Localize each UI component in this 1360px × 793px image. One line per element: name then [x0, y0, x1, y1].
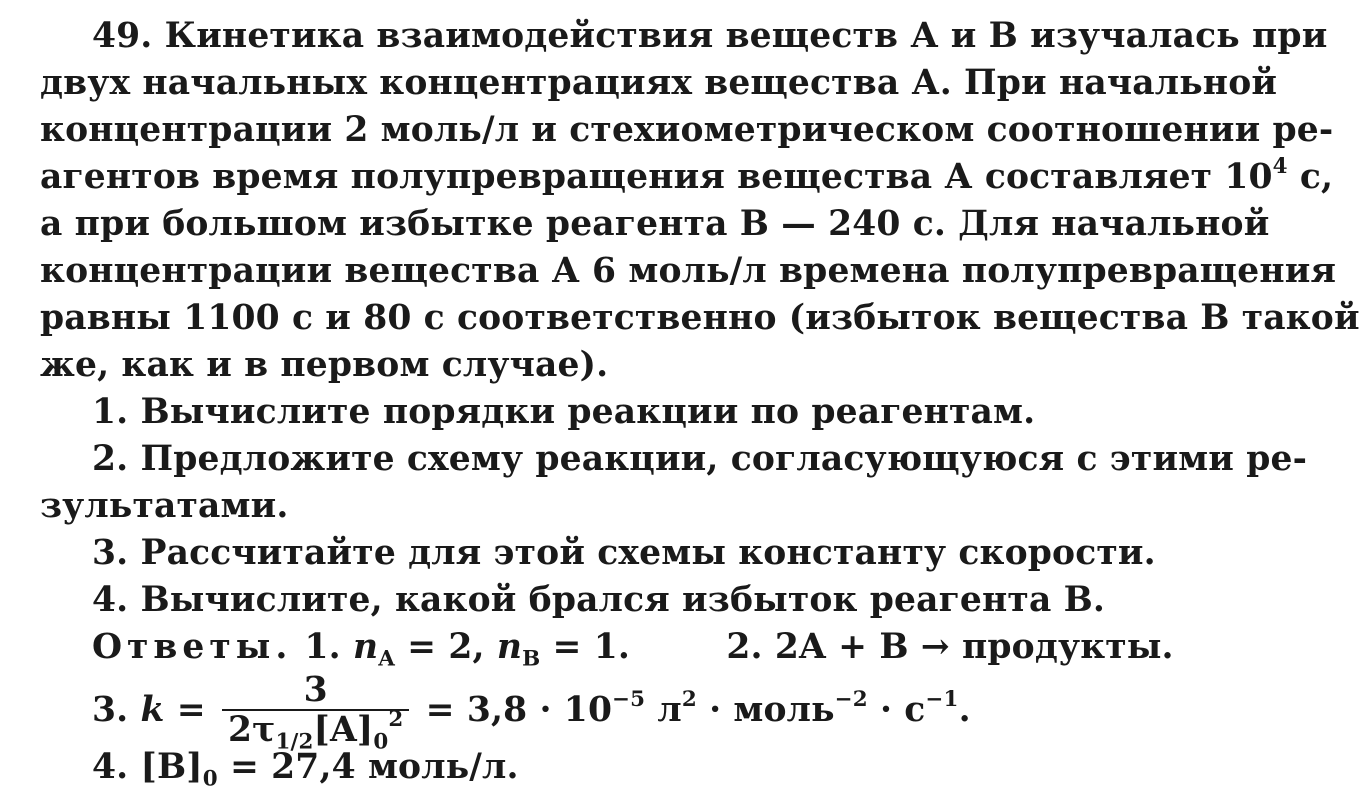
answers-label: Ответы. — [92, 627, 293, 667]
k-symbol: k — [140, 690, 165, 730]
exponent: −5 — [612, 687, 646, 713]
fraction-numerator: 3 — [303, 669, 328, 710]
problem-text: с, — [1299, 157, 1334, 197]
question-3: 3. Рассчитайте для этой схемы константу скорости. — [92, 533, 1156, 573]
problem-line-8: же, как и в первом случае). — [40, 345, 609, 385]
unit-sup: −1 — [925, 687, 959, 713]
answer-4-prefix: 4. [B] — [92, 747, 203, 787]
nA-value: = 2, — [407, 627, 485, 667]
den-sup: 2 — [388, 706, 404, 732]
nA-sub: A — [378, 646, 395, 672]
answer-4-value: = 27,4 моль/л. — [229, 747, 519, 787]
answers-line-3 — [92, 744, 1212, 790]
nB-sub: B — [522, 646, 541, 672]
problem-line-3: концентрации 2 моль/л и стехиометрическом соотношении ре- — [40, 110, 1334, 150]
fraction-denominator — [222, 706, 409, 754]
problem-line-4 — [40, 154, 1334, 200]
den-sub: 1/2 — [275, 728, 314, 754]
answer-3-value: = 3,8 · 10 — [425, 690, 613, 730]
problem-line-2: двух начальных концентрациях вещества А. При начальной — [40, 63, 1278, 103]
question-4: 4. Вычислите, какой брался избыток реагента В. — [92, 580, 1106, 620]
problem-line-5: а при большом избытке реагента В — 240 с. Для начальной — [40, 204, 1270, 244]
nB-symbol: n — [496, 627, 523, 667]
unit: · с — [879, 690, 926, 730]
unit: · моль — [709, 690, 835, 730]
period: . — [958, 690, 971, 730]
b0-sub: 0 — [202, 766, 218, 792]
den-part: 2τ — [227, 709, 276, 750]
unit-sup: 2 — [681, 687, 697, 713]
answer-1-prefix: 1. — [304, 627, 341, 667]
unit: л — [657, 690, 682, 730]
problem-line-7: равны 1100 с и 80 с соответственно (избыток вещества В такой — [40, 298, 1360, 338]
problem-line-1 — [92, 13, 1328, 59]
question-2-cont: зультатами. — [40, 486, 289, 526]
problem-number: 49. — [92, 16, 153, 56]
answers-line-2 — [92, 669, 1212, 754]
question-1: 1. Вычислите порядки реакции по реагентам. — [92, 392, 1036, 432]
answers-line-1 — [92, 624, 1212, 670]
exponent: 4 — [1272, 154, 1288, 180]
problem-text: Кинетика взаимодействия веществ А и В изучалась при — [164, 16, 1328, 56]
den-sub: 0 — [373, 728, 389, 754]
answer-2: 2. 2A + B → продукты. — [726, 627, 1174, 667]
problem-text: агентов время полупревращения вещества А составляет 10 — [40, 157, 1273, 197]
unit-sup: −2 — [834, 687, 868, 713]
nB-value: = 1. — [552, 627, 631, 667]
equals-sign: = — [176, 690, 206, 730]
question-2: 2. Предложите схему реакции, согласующуюся с этими ре- — [92, 439, 1308, 479]
nA-symbol: n — [353, 627, 379, 667]
rate-constant-fraction — [222, 669, 409, 754]
answer-3-prefix: 3. — [92, 690, 129, 730]
den-part: [A] — [313, 709, 374, 750]
problem-line-6: концентрации вещества А 6 моль/л времена полупревращения — [40, 251, 1337, 291]
